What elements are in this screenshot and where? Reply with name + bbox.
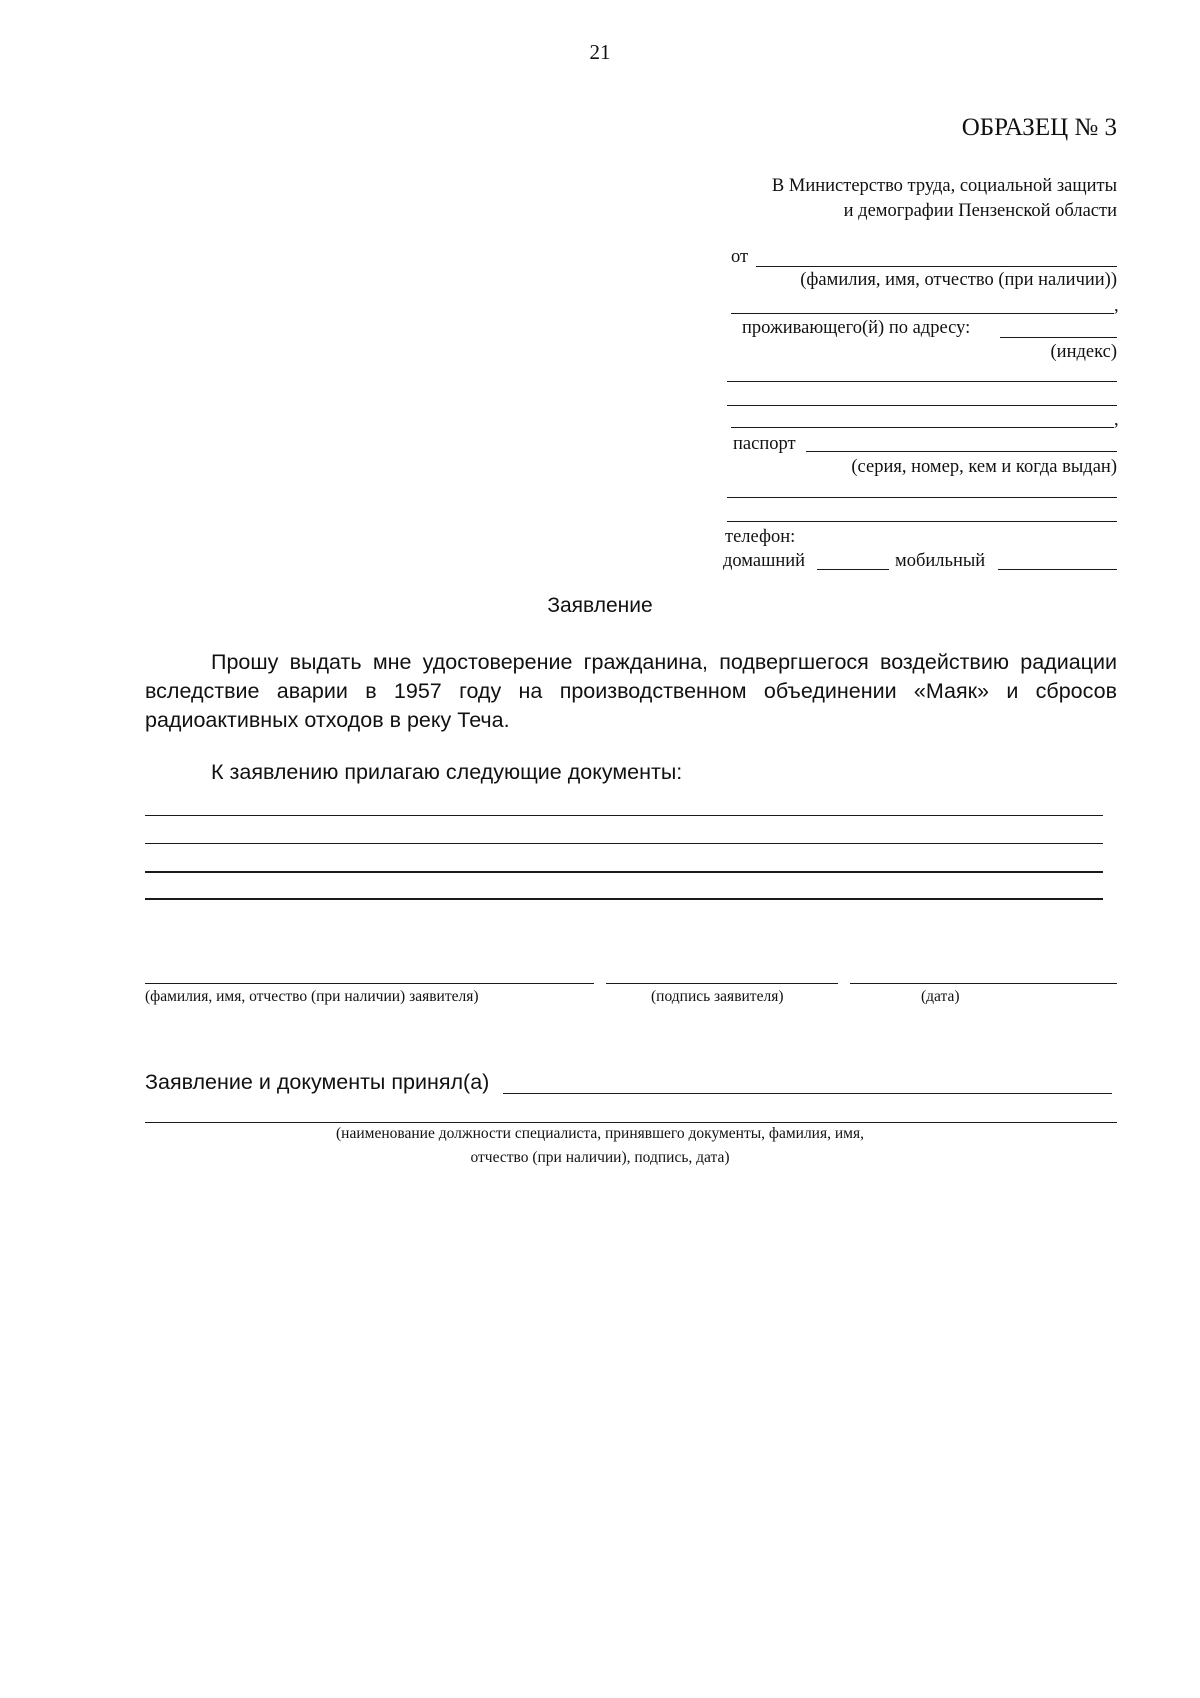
acceptance-caption-line-2: отчество (при наличии), подпись, дата) — [470, 1149, 730, 1166]
accepted-by-label: Заявление и документы принял(а) — [145, 1070, 490, 1094]
passport-label: паспорт — [733, 434, 796, 454]
address-line-2-field[interactable] — [727, 405, 1117, 406]
attachment-line-4[interactable] — [145, 898, 1103, 900]
accepted-by-field[interactable] — [503, 1093, 1112, 1094]
sample-number: ОБРАЗЕЦ № 3 — [961, 114, 1117, 141]
addressee-line-2: и демографии Пензенской области — [843, 201, 1117, 221]
request-text: Прошу выдать мне удостоверение гражданина, подвергшегося воздействию радиации вследствие аварии в 1957 году на производственном объединении «Маяк» и сбросов радиоактивных отходов в реку Теча. — [145, 650, 1117, 732]
postal-index-field[interactable] — [1000, 337, 1117, 338]
address-line-1-field[interactable] — [727, 381, 1117, 382]
applicant-signature-field[interactable] — [606, 983, 838, 984]
attachments-label: К заявлению прилагаю следующие документы: — [211, 760, 683, 784]
index-hint: (индекс) — [1050, 342, 1117, 362]
signature-caption: (подпись заявителя) — [651, 988, 784, 1005]
addressee-block — [772, 174, 1117, 224]
address-label: проживающего(й) по адресу: — [742, 318, 971, 338]
fio-hint: (фамилия, имя, отчество (при наличии)) — [800, 270, 1117, 290]
from-label: от — [731, 247, 749, 267]
document-title: Заявление — [547, 594, 653, 617]
fio-field-continued[interactable] — [731, 313, 1114, 314]
mobile-phone-label: мобильный — [895, 551, 986, 571]
attachment-line-2[interactable] — [145, 843, 1103, 844]
passport-hint: (серия, номер, кем и когда выдан) — [851, 457, 1117, 477]
home-phone-label: домашний — [723, 551, 806, 571]
acceptance-caption — [0, 1122, 1200, 1170]
attachment-line-3[interactable] — [145, 871, 1103, 873]
passport-line-3-field[interactable] — [727, 521, 1117, 522]
applicant-fio-field[interactable] — [145, 983, 594, 984]
comma: , — [1114, 296, 1119, 316]
addressee-line-1: В Министерство труда, социальной защиты — [771, 176, 1117, 196]
acceptance-caption-line-1: (наименование должности специалиста, принявшего документы, фамилия, имя, — [336, 1125, 864, 1142]
page-number: 21 — [589, 40, 611, 64]
fio-field[interactable] — [756, 266, 1117, 267]
attachment-line-1[interactable] — [145, 815, 1103, 816]
applicant-fio-caption: (фамилия, имя, отчество (при наличии) заявителя) — [145, 988, 479, 1005]
comma: , — [1114, 410, 1119, 430]
passport-field[interactable] — [806, 451, 1117, 452]
phone-label: телефон: — [725, 527, 796, 547]
mobile-phone-field[interactable] — [998, 569, 1117, 570]
home-phone-field[interactable] — [817, 569, 889, 570]
passport-line-2-field[interactable] — [727, 497, 1117, 498]
date-field[interactable] — [850, 983, 1117, 984]
date-caption: (дата) — [921, 988, 960, 1005]
address-line-3-field[interactable] — [731, 427, 1114, 428]
